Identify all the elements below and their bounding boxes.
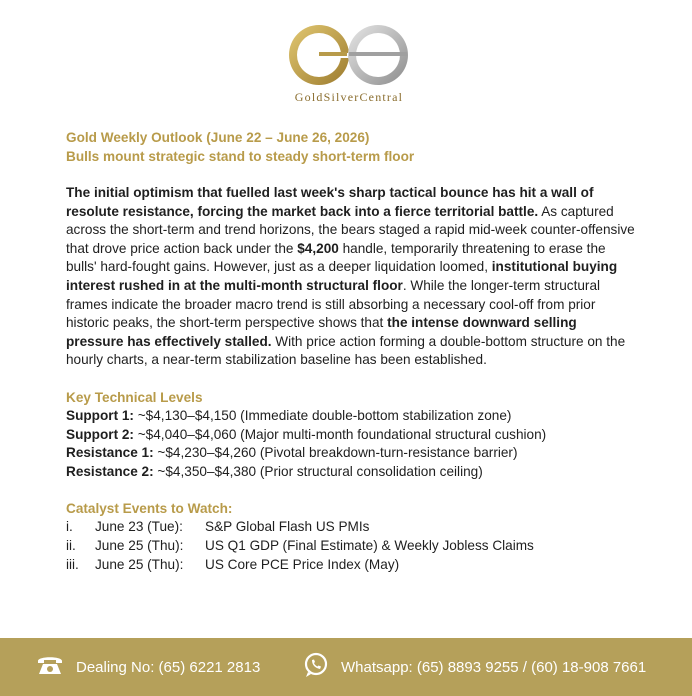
event-number: i. bbox=[66, 519, 73, 535]
telephone-icon bbox=[36, 654, 64, 680]
level-label: Support 2: bbox=[66, 426, 134, 442]
level-value: ~$4,040–$4,060 (Major multi-month foundational structural cushion) bbox=[133, 426, 547, 442]
event-number: ii. bbox=[66, 537, 76, 553]
key-levels-heading: Key Technical Levels bbox=[66, 389, 203, 405]
level-label: Resistance 1: bbox=[66, 445, 154, 461]
level-label: Support 1: bbox=[66, 407, 134, 423]
whatsapp-contact[interactable] bbox=[303, 638, 646, 696]
company-logo bbox=[287, 22, 411, 110]
level-support-1 bbox=[66, 407, 636, 426]
level-resistance-2 bbox=[66, 463, 636, 482]
level-label: Resistance 2: bbox=[66, 463, 154, 479]
whatsapp-number[interactable]: Whatsapp: (65) 8893 9255 / (60) 18-908 7661 bbox=[341, 658, 647, 676]
event-item bbox=[66, 556, 636, 575]
body-text-4: With price action forming a double-bottom structure on the hourly charts, a near-term stabilization baseline has been established. bbox=[66, 333, 626, 368]
event-number: iii. bbox=[66, 556, 79, 572]
key-levels-section bbox=[66, 388, 636, 481]
event-description: US Core PCE Price Index (May) bbox=[205, 556, 400, 572]
catalyst-events-section bbox=[66, 499, 636, 574]
logo-emblem bbox=[287, 22, 411, 88]
level-resistance-1 bbox=[66, 444, 636, 463]
body-bold-4: the intense downward selling pressure has effectively stalled. bbox=[66, 315, 577, 349]
dealing-contact[interactable] bbox=[36, 638, 260, 696]
whatsapp-icon bbox=[303, 652, 329, 682]
body-bold-1: The initial optimism that fuelled last week's sharp tactical bounce has hit a wall of resolute resistance, forcing the market back into a fierce territorial battle. bbox=[66, 185, 594, 219]
report-subtitle: Bulls mount strategic stand to steady short-term floor bbox=[66, 149, 415, 164]
report-title: Gold Weekly Outlook (June 22 – June 26, 2026) bbox=[66, 130, 370, 145]
body-bold-3: institutional buying interest rushed in at the multi-month structural floor bbox=[66, 259, 618, 293]
body-text-1: As captured across the short-term and trend horizons, the bears staged a rapid mid-week counter-offensive that drove price action back under the bbox=[66, 203, 635, 256]
body-bold-2: $4,200 bbox=[297, 240, 339, 256]
event-date: June 25 (Thu): bbox=[95, 537, 184, 553]
logo-text: GoldSilverCentral bbox=[294, 90, 404, 104]
dealing-number[interactable]: Dealing No: (65) 6221 2813 bbox=[76, 658, 261, 676]
body-paragraph bbox=[66, 184, 636, 370]
level-support-2 bbox=[66, 426, 636, 445]
body-text-2: handle, temporarily threatening to erase the bulls' hard-fought gains. However, just as a deeper liquidation loomed, bbox=[66, 240, 606, 275]
event-item bbox=[66, 537, 636, 556]
event-date: June 25 (Thu): bbox=[95, 556, 184, 572]
catalyst-events-heading: Catalyst Events to Watch: bbox=[66, 501, 233, 517]
event-date: June 23 (Tue): bbox=[95, 519, 183, 535]
contact-footer bbox=[0, 638, 692, 696]
report-content bbox=[66, 128, 636, 574]
level-value: ~$4,350–$4,380 (Prior structural consolidation ceiling) bbox=[153, 463, 483, 479]
event-description: US Q1 GDP (Final Estimate) & Weekly Jobless Claims bbox=[205, 537, 534, 553]
event-description: S&P Global Flash US PMIs bbox=[205, 519, 370, 535]
event-item bbox=[66, 518, 636, 537]
level-value: ~$4,130–$4,150 (Immediate double-bottom stabilization zone) bbox=[133, 407, 512, 423]
level-value: ~$4,230–$4,260 (Pivotal breakdown-turn-resistance barrier) bbox=[153, 445, 518, 461]
body-text-3: . While the longer-term structural frames indicate the broader macro trend is still absorbing a necessary cool-off from prior historic peaks, the short-term perspective shows that bbox=[66, 277, 601, 331]
